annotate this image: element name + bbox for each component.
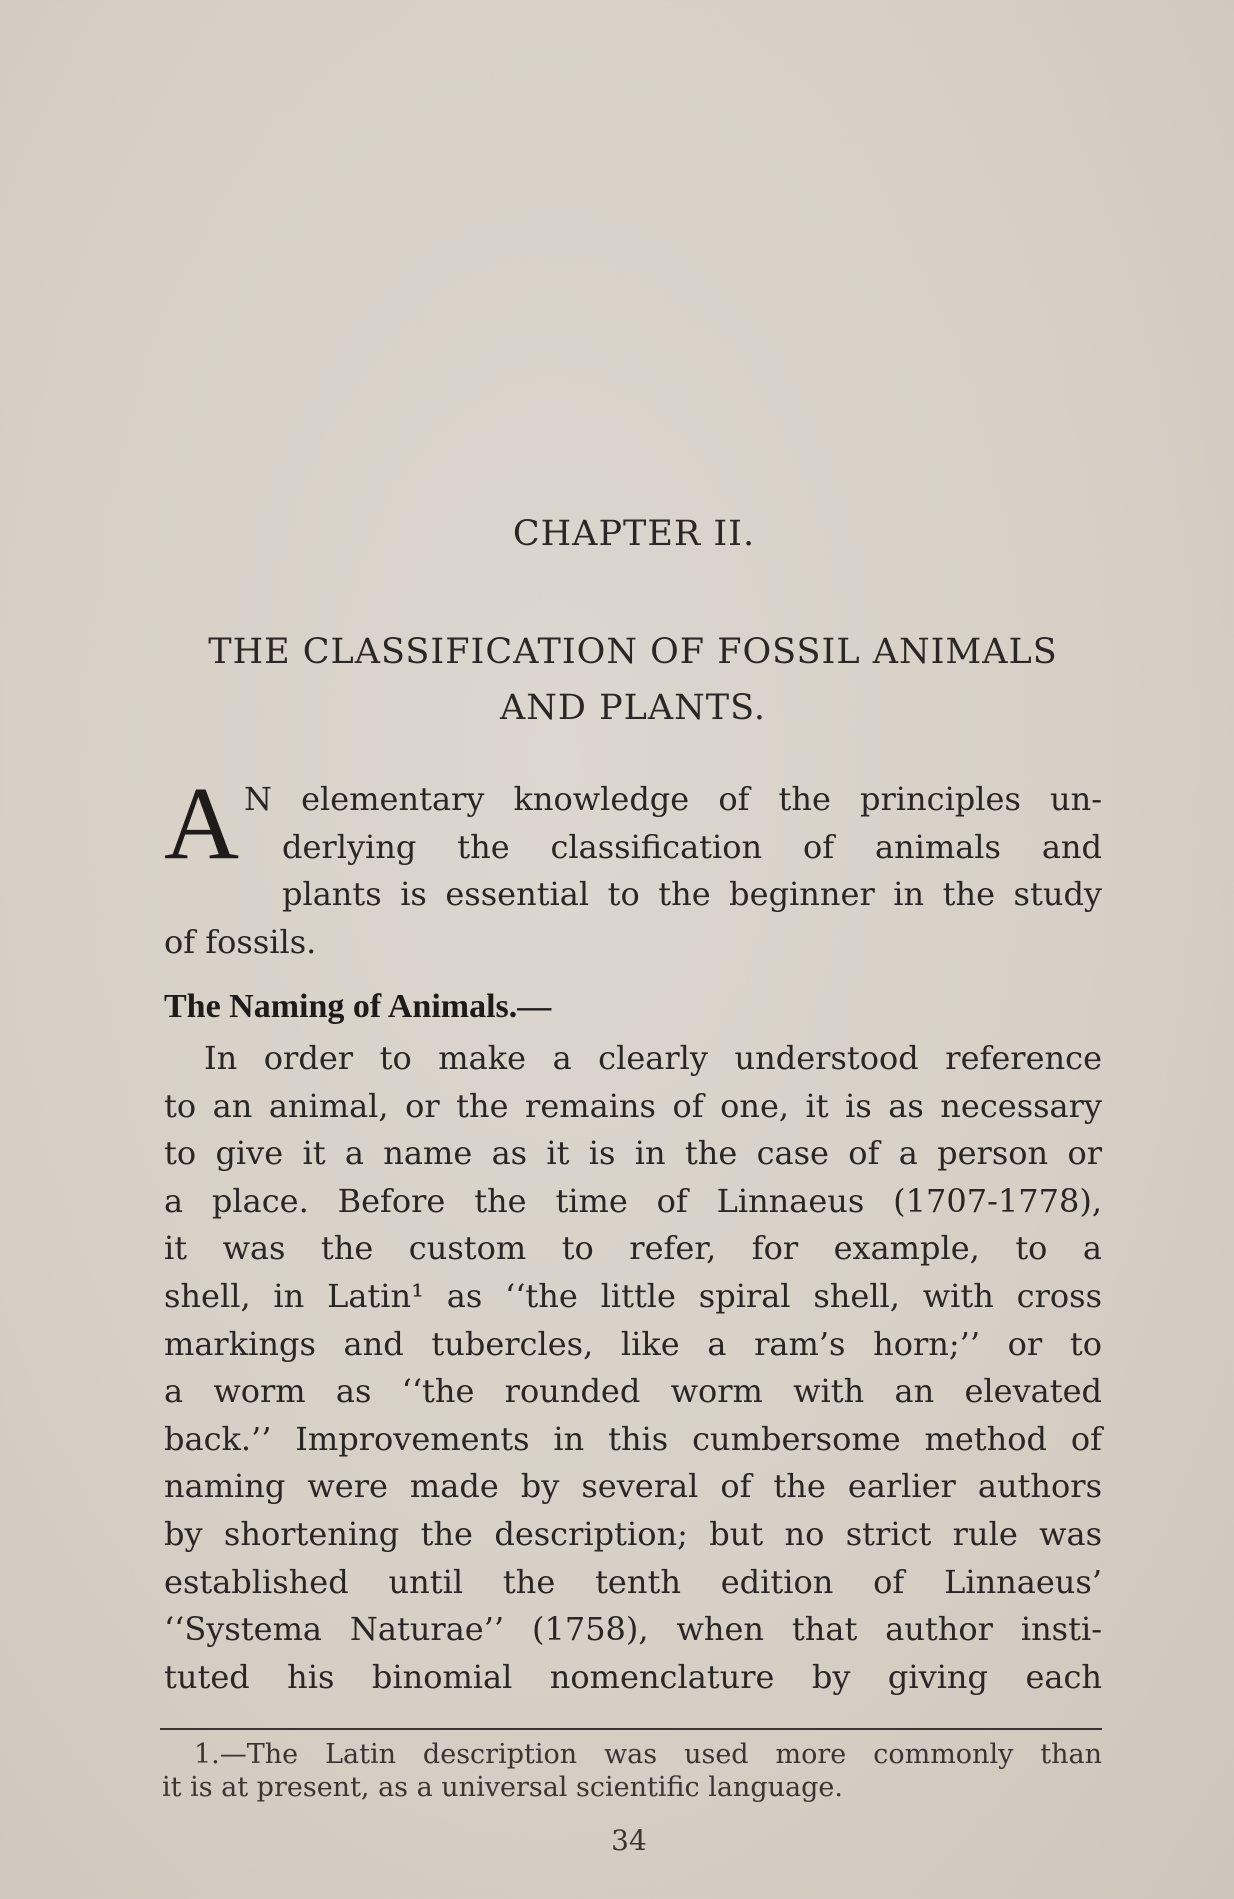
body-line: markings and tubercles, like a ram’s horn;’’ or to — [164, 1324, 1102, 1363]
footnote — [162, 1738, 1102, 1804]
footnote-line: 1.—The Latin description was used more commonly than — [194, 1739, 1102, 1770]
body-line: back.’’ Improvements in this cumbersome method of — [164, 1419, 1102, 1458]
section-heading: The Naming of Animals.— — [164, 988, 552, 1025]
body-line: tuted his binomial nomenclature by giving each — [164, 1657, 1102, 1696]
body-line: by shortening the description; but no strict rule was — [164, 1514, 1102, 1553]
body-line: established until the tenth edition of Linnaeus’ — [164, 1562, 1102, 1601]
body-line: In order to make a clearly understood reference — [204, 1039, 1102, 1077]
intro-line: N elementary knowledge of the principles un- — [244, 780, 1102, 818]
body-line: a worm as ‘‘the rounded worm with an elevated — [164, 1372, 1102, 1411]
body-line: naming were made by several of the earlier authors — [164, 1467, 1102, 1506]
body-paragraph — [164, 1035, 1102, 1701]
chapter-title-line-1: THE CLASSIFICATION OF FOSSIL ANIMALS — [208, 632, 1058, 672]
body-line: ‘‘Systema Naturae’’ (1758), when that author insti- — [164, 1610, 1102, 1649]
body-line: shell, in Latin¹ as ‘‘the little spiral shell, with cross — [164, 1276, 1102, 1315]
intro-line: of fossils. — [164, 922, 317, 961]
page-number: 34 — [611, 1824, 647, 1857]
body-line: a place. Before the time of Linnaeus (1707-1778), — [164, 1181, 1102, 1220]
drop-cap-letter: A — [164, 766, 240, 881]
footnote-line: it is at present, as a universal scientific language. — [162, 1772, 843, 1803]
chapter-title — [164, 624, 1102, 736]
body-line: to give it a name as it is in the case of a person or — [164, 1134, 1102, 1173]
body-line: it was the custom to refer, for example, to a — [164, 1229, 1102, 1268]
footnote-divider — [160, 1728, 1102, 1730]
intro-line: plants is essential to the beginner in the study — [282, 875, 1102, 913]
body-line: to an animal, or the remains of one, it is as necessary — [164, 1086, 1102, 1125]
chapter-title-line-2: AND PLANTS. — [500, 688, 766, 728]
intro-line: derlying the classification of animals and — [282, 827, 1102, 866]
chapter-label: CHAPTER II. — [512, 514, 756, 554]
intro-paragraph — [164, 766, 1102, 966]
